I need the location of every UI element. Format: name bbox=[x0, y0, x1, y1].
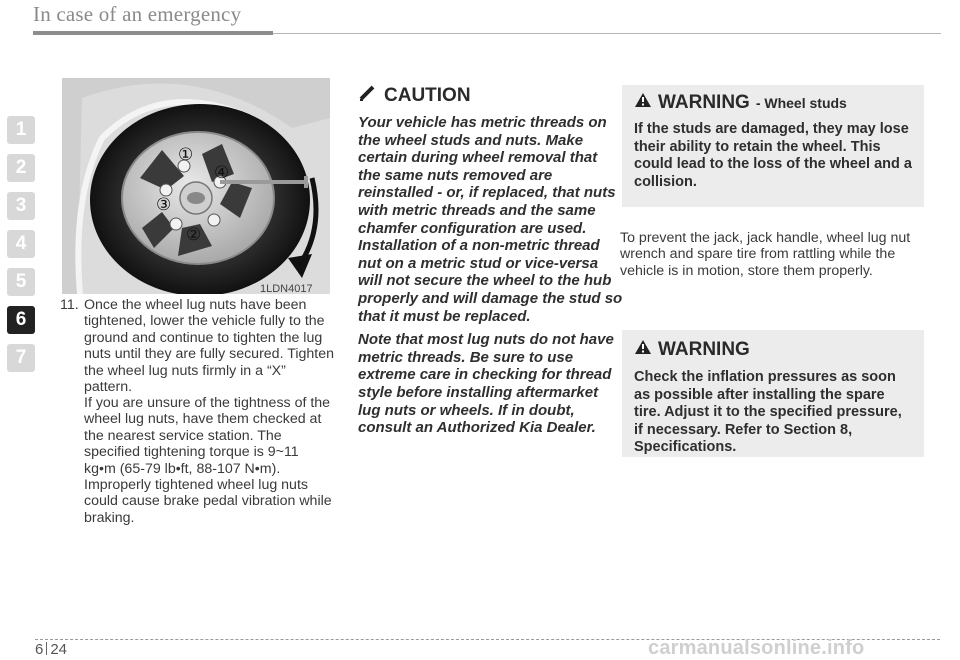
torque-paragraph: If you are unsure of the tightness of the wheel lug nuts, have them checked at the nearest service station. The specified tightening torque is 9~11 kg•m (65-79 lb•ft, 88-107 N•m). Improperly tightened wheel lug nuts could cause brake pedal vibration while braking. bbox=[84, 395, 332, 526]
header-rule bbox=[33, 31, 273, 35]
chapter-tab-4[interactable]: 4 bbox=[7, 230, 35, 258]
chapter-tab-5[interactable]: 5 bbox=[7, 268, 35, 296]
watermark: carmanualsonline.info bbox=[648, 637, 865, 659]
chapter-tab-3[interactable]: 3 bbox=[7, 192, 35, 220]
chapter-tab-1[interactable]: 1 bbox=[7, 116, 35, 144]
warning-heading: WARNING bbox=[658, 92, 750, 113]
caution-icon bbox=[358, 84, 376, 108]
warning-box-inflation bbox=[622, 330, 924, 457]
chapter-tab-6[interactable]: 6 bbox=[7, 306, 35, 334]
step-number: 11. bbox=[60, 297, 79, 313]
page-number bbox=[35, 641, 67, 658]
caution-box bbox=[358, 84, 623, 443]
nut-label-3: ③ bbox=[156, 195, 172, 215]
caution-heading-row bbox=[358, 84, 623, 108]
page-separator bbox=[46, 642, 47, 655]
figure-caption: 1LDN4017 bbox=[260, 283, 313, 295]
chapter-tab-7[interactable]: 7 bbox=[7, 344, 35, 372]
warning-box-wheel-studs bbox=[622, 85, 924, 207]
header-rule-thin bbox=[273, 33, 941, 34]
wheel-illustration-svg bbox=[62, 78, 330, 294]
warning-body-2: Check the inflation pressures as soon as possible after installing the spare tire. Adjust it to the specified pressure, if necessary. Refer to Section 8, Specifications. bbox=[634, 369, 902, 456]
warning-triangle-icon bbox=[634, 92, 652, 114]
storage-paragraph: To prevent the jack, jack handle, wheel lug nut wrench and spare tire from rattling while the vehicle is in motion, store them properly. bbox=[620, 230, 911, 279]
warning-body: If the studs are damaged, they may lose their ability to retain the wheel. This could lead to the loss of the wheel and a collision. bbox=[634, 121, 912, 190]
warning-heading-2: WARNING bbox=[658, 339, 750, 360]
nut-label-2: ② bbox=[186, 225, 202, 245]
step-text: Once the wheel lug nuts have been tightened, lower the vehicle fully to the ground and continue to tighten the lug nuts until they are fully secured. Tighten the wheel lug nuts firmly in a “X” pattern. bbox=[84, 297, 334, 396]
caution-paragraph-2: Note that most lug nuts do not have metric threads. Be sure to use extreme care in checking for thread style before installing aftermarket lug nuts or wheels. If in doubt, consult an Authorized Kia Dealer. bbox=[358, 331, 614, 437]
nut-label-4: ④ bbox=[214, 163, 230, 183]
nut-label-1: ① bbox=[178, 145, 194, 165]
chapter-number: 6 bbox=[35, 641, 44, 658]
page-number-value: 24 bbox=[50, 641, 68, 658]
page-header-title: In case of an emergency bbox=[33, 2, 242, 26]
caution-paragraph-1: Your vehicle has metric threads on the wheel studs and nuts. Make certain during wheel removal that the same nuts removed are reinstalled - or, if replaced, that nuts with metric threads and the same chamfer configuration are used. Installation of a non-metric thread nut on a metric stud or vice-versa will not secure the wheel to the hub properly and will damage the stud so that it must be replaced. bbox=[358, 114, 623, 325]
warning-triangle-icon bbox=[634, 339, 652, 361]
wheel-lug-nut-illustration bbox=[62, 78, 330, 294]
caution-heading: CAUTION bbox=[384, 85, 471, 106]
warning-heading-row bbox=[634, 92, 912, 114]
warning-subheading: - Wheel studs bbox=[755, 95, 847, 111]
chapter-tab-2[interactable]: 2 bbox=[7, 154, 35, 182]
warning-heading-row-2 bbox=[634, 339, 912, 361]
